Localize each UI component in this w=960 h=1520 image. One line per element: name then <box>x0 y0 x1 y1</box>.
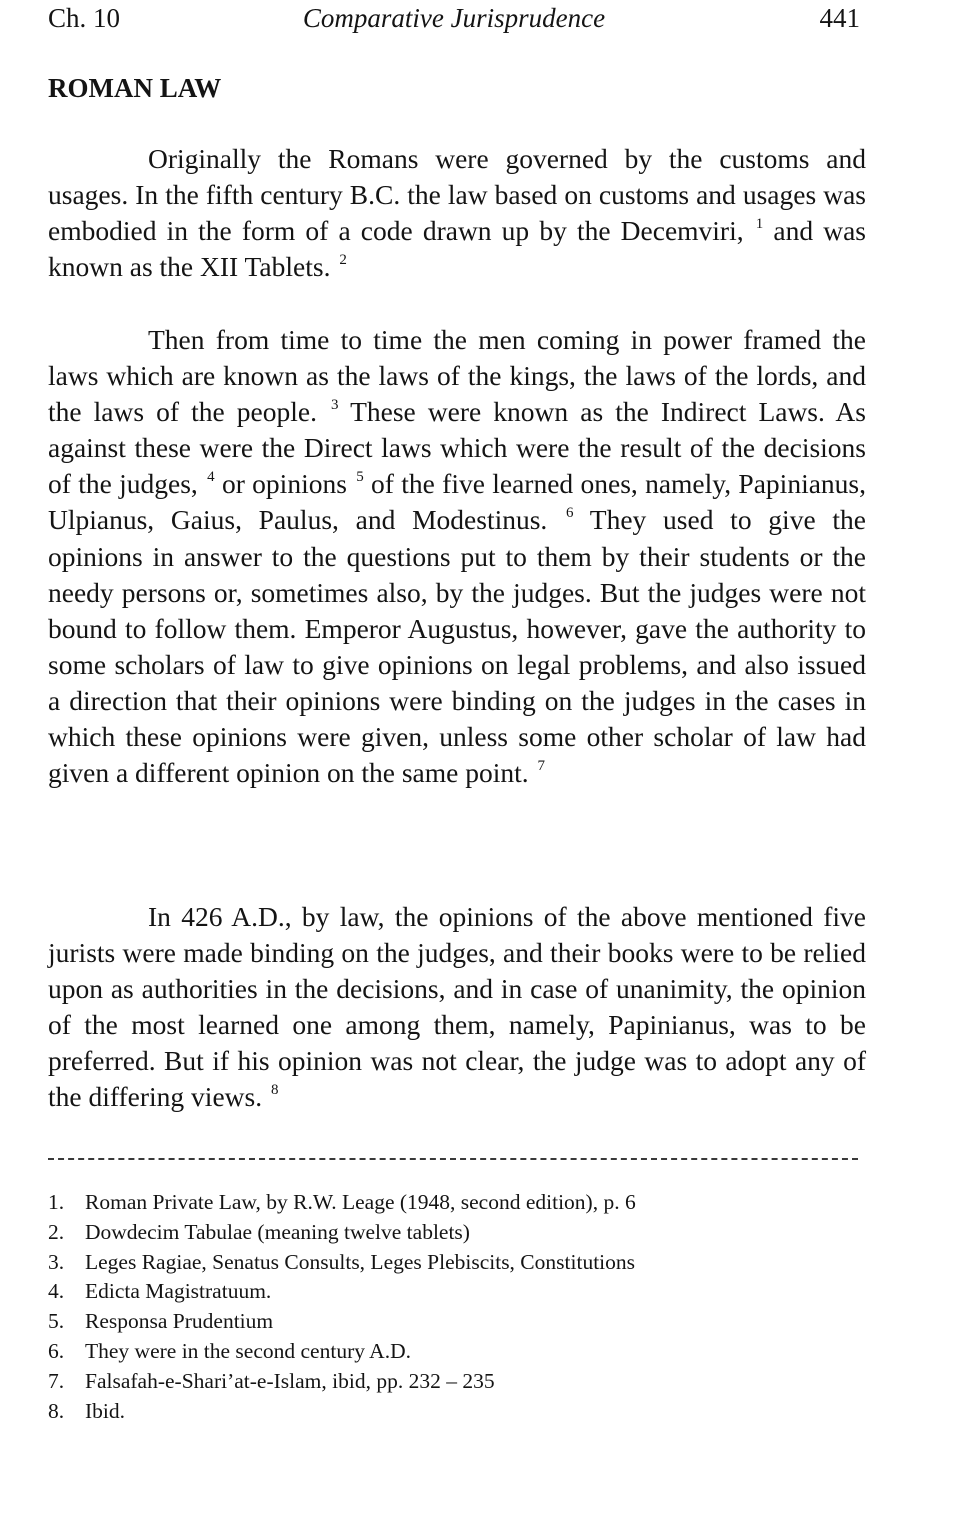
paragraph-text: Then from time to time the men coming in power framed the laws which are known as the laws of the kings, the laws of the lords, and the laws of the people. <box>48 324 866 428</box>
footnote-text: Responsa Prudentium <box>85 1309 274 1334</box>
footnote-reference: 5 <box>356 469 364 486</box>
footnote-reference: 7 <box>537 758 546 775</box>
footnote-number: 5. <box>48 1309 65 1334</box>
footnote-text: Dowdecim Tabulae (meaning twelve tablets) <box>85 1219 470 1244</box>
paragraph <box>48 899 866 1116</box>
chapter-label: Ch. 10 <box>48 3 121 33</box>
footnote-number: 6. <box>48 1338 65 1363</box>
footnote-number: 3. <box>48 1249 65 1274</box>
paragraph-text: and was known as the XII Tablets. <box>48 215 866 283</box>
footnote-number: 1. <box>48 1190 65 1214</box>
paragraph <box>48 322 866 791</box>
footnote-number: 8. <box>48 1398 65 1423</box>
footnote-number: 7. <box>48 1368 65 1393</box>
footnote-reference: 2 <box>339 252 347 269</box>
section-title: ROMAN LAW <box>48 73 222 103</box>
footnote-item <box>48 1248 636 1278</box>
book-title: Comparative Jurisprudence <box>302 3 606 33</box>
page-number: 441 <box>819 3 860 33</box>
paragraph-text: Originally the Romans were governed by the customs and usages. In the fifth century B.C. the law based on customs and usages was embodied in the form of a code drawn up by the Decemviri, <box>48 143 866 247</box>
footnote-number: 2. <box>48 1219 65 1244</box>
footnote-item <box>48 1337 636 1367</box>
footnote-list <box>48 1188 636 1426</box>
footnote-text: Ibid. <box>85 1398 126 1423</box>
paragraph-text: These were known as the Indirect Laws. As against these were the Direct laws which were the result of the decisions of the judges, <box>48 396 866 500</box>
footnote-text: Edicta Magistratuum. <box>85 1279 272 1304</box>
footnote-number: 4. <box>48 1279 65 1304</box>
footnote-separator <box>48 1158 858 1160</box>
paragraph-text: or opinions <box>214 468 355 500</box>
footnote-item <box>48 1277 636 1307</box>
paragraph-text: They used to give the opinions in answer to the questions put to them by their students or the needy persons or, sometimes also, by the judges. But the judges were not bound to follow them. Emperor Augustus, however, gave the authority to some scholars of law to give opinions on legal problems, and also issued a direction that their opinions were binding on the judges in the cases in which these opinions were given, unless some other scholar of law had given a different opinion on the same point. <box>48 504 866 789</box>
footnote-text: Roman Private Law, by R.W. Leage (1948, second edition), p. 6 <box>85 1190 636 1214</box>
footnote-reference: 3 <box>331 397 339 414</box>
footnote-item <box>48 1188 636 1218</box>
footnote-item <box>48 1307 636 1337</box>
footnote-text: Leges Ragiae, Senatus Consults, Leges Plebiscits, Constitutions <box>85 1249 636 1274</box>
footnote-text: They were in the second century A.D. <box>85 1338 411 1363</box>
paragraph <box>48 141 866 285</box>
paragraph-text: of the five learned ones, namely, Papinianus, Ulpianus, Gaius, Paulus, and Modestinus. <box>48 468 866 536</box>
footnote-reference: 1 <box>755 216 764 233</box>
footnote-reference: 8 <box>270 1082 279 1099</box>
footnote-reference: 6 <box>566 505 574 522</box>
footnote-item <box>48 1218 636 1248</box>
running-header <box>48 0 860 36</box>
footnote-text: Falsafah-e-Shari’at-e-Islam, ibid, pp. 232 – 235 <box>85 1368 495 1393</box>
footnote-item <box>48 1397 636 1427</box>
footnote-item <box>48 1367 636 1397</box>
footnote-reference: 4 <box>207 469 215 486</box>
paragraph-text: In 426 A.D., by law, the opinions of the above mentioned five jurists were made binding on the judges, and their books were to be relied upon as authorities in the decisions, and in case of unanimity, the opinion of the most learned one among them, namely, Papinianus, was to be preferred. But if his opinion was not clear, the judge was to adopt any of the differing views. <box>48 901 866 1113</box>
